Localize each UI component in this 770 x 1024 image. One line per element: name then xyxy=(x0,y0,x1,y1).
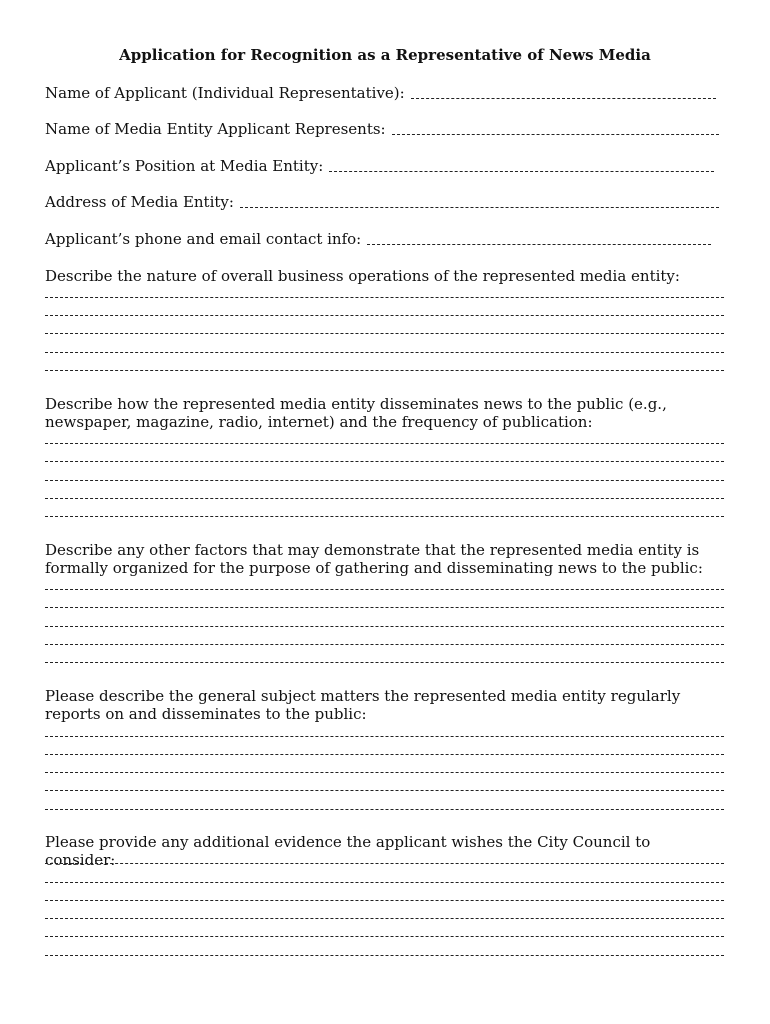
other-factors-answer-line[interactable] xyxy=(45,662,724,663)
position-field xyxy=(45,155,714,177)
business-operations-answer-line[interactable] xyxy=(45,370,724,371)
address-field xyxy=(45,191,719,213)
form-title: Application for Recognition as a Representative of News Media xyxy=(119,46,651,64)
additional-evidence-answer-line[interactable] xyxy=(45,955,724,956)
other-factors-answer-line[interactable] xyxy=(45,626,724,627)
business-operations-question: Describe the nature of overall business operations of the represented media entity: xyxy=(45,267,680,285)
additional-evidence-question: Please provide any additional evidence the applicant wishes the City Council to consider: xyxy=(45,833,651,869)
other-factors-question: Describe any other factors that may demonstrate that the represented media entity is formally organized for the purpose of gathering and disseminating news to the public: xyxy=(45,541,703,577)
media-entity-name-label: Name of Media Entity Applicant Represents: xyxy=(45,120,386,138)
subject-matters-answer-line[interactable] xyxy=(45,754,724,755)
additional-evidence-answer-line[interactable] xyxy=(45,936,724,937)
address-label: Address of Media Entity: xyxy=(45,193,234,211)
subject-matters-question: Please describe the general subject matters the represented media entity regularly reports on and disseminates to the public: xyxy=(45,687,681,723)
subject-matters-answer-line[interactable] xyxy=(45,790,724,791)
additional-evidence-answer-line[interactable] xyxy=(45,863,724,864)
media-entity-name-field xyxy=(45,118,719,140)
applicant-name-label: Name of Applicant (Individual Representative): xyxy=(45,84,405,102)
media-entity-name-input-line[interactable] xyxy=(392,133,719,135)
dissemination-answer-line[interactable] xyxy=(45,480,724,481)
subject-matters-answer-line[interactable] xyxy=(45,809,724,810)
additional-evidence-answer-line[interactable] xyxy=(45,900,724,901)
business-operations-answer-line[interactable] xyxy=(45,333,724,334)
subject-matters-answer-line[interactable] xyxy=(45,736,724,737)
position-input-line[interactable] xyxy=(329,170,714,172)
position-label: Applicant’s Position at Media Entity: xyxy=(45,157,324,175)
business-operations-answer-line[interactable] xyxy=(45,297,724,298)
other-factors-answer-line[interactable] xyxy=(45,589,724,590)
contact-label: Applicant’s phone and email contact info: xyxy=(45,230,362,248)
applicant-name-field xyxy=(45,82,716,104)
other-factors-answer-line[interactable] xyxy=(45,644,724,645)
dissemination-answer-line[interactable] xyxy=(45,443,724,444)
contact-input-line[interactable] xyxy=(367,243,711,245)
additional-evidence-answer-line[interactable] xyxy=(45,918,724,919)
dissemination-question: Describe how the represented media entity disseminates news to the public (e.g., newspaper, magazine, radio, internet) and the frequency of publication: xyxy=(45,395,667,431)
address-input-line[interactable] xyxy=(240,206,719,208)
business-operations-answer-line[interactable] xyxy=(45,352,724,353)
contact-field xyxy=(45,228,711,250)
other-factors-answer-line[interactable] xyxy=(45,607,724,608)
additional-evidence-answer-line[interactable] xyxy=(45,882,724,883)
applicant-name-input-line[interactable] xyxy=(411,97,716,99)
dissemination-answer-line[interactable] xyxy=(45,461,724,462)
business-operations-answer-line[interactable] xyxy=(45,315,724,316)
dissemination-answer-line[interactable] xyxy=(45,498,724,499)
dissemination-answer-line[interactable] xyxy=(45,516,724,517)
subject-matters-answer-line[interactable] xyxy=(45,772,724,773)
